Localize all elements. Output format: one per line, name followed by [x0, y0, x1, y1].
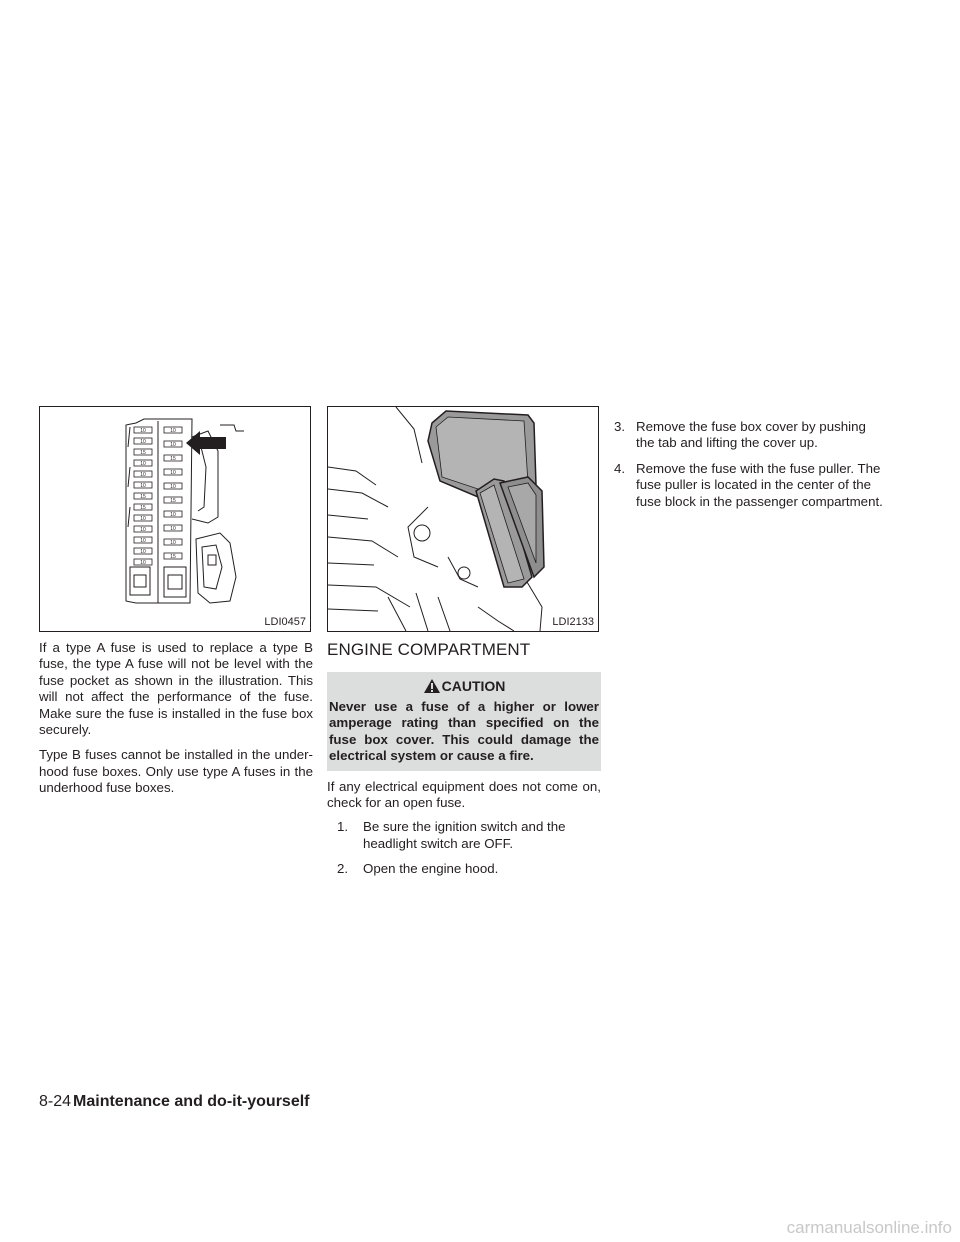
figure-code: LDI2133 — [552, 616, 594, 628]
caution-header — [329, 675, 599, 697]
fuse-label: 10 — [140, 472, 146, 479]
step-number: 3. — [614, 419, 626, 434]
warning-triangle-icon — [423, 678, 441, 694]
fuse-label: 10 — [140, 560, 146, 567]
fuse-label: 15 — [140, 494, 146, 501]
chapter-title: Maintenance and do-it-yourself — [73, 1093, 310, 1110]
fuse-label: 10 — [140, 461, 146, 468]
list-item — [614, 419, 888, 452]
list-item — [327, 819, 601, 852]
page-footer — [39, 1093, 310, 1111]
step-text: Be sure the ignition switch and the headlight switch are OFF. — [363, 819, 566, 851]
fuse-label: 10 — [170, 526, 176, 533]
step-number: 4. — [614, 460, 626, 476]
figure-code: LDI0457 — [264, 616, 306, 628]
paragraph-type-b-fuse: Type B fuses cannot be installed in the under-hood fuse boxes. Only use type A fuses in the underhood fuse boxes. — [39, 747, 313, 796]
fuse-label: 10 — [140, 439, 146, 446]
fuse-label: 10 — [140, 538, 146, 545]
engine-compartment-drawing — [328, 407, 598, 631]
step-list-middle — [327, 819, 601, 877]
step-number: 1. — [337, 819, 349, 835]
caution-text: Never use a fuse of a higher or lower amperage rating than specified on the fuse box cover. This could damage the electrical system or cause a fire. — [329, 699, 599, 764]
fuse-column-right — [164, 427, 182, 560]
step-text: Remove the fuse box cover by pushing the tab and lifting the cover up. — [636, 419, 866, 451]
middle-column — [327, 406, 601, 887]
caution-label: CAUTION — [441, 678, 506, 694]
fuse-label: 10 — [170, 484, 176, 491]
list-item — [327, 861, 601, 877]
step-number: 2. — [337, 861, 349, 877]
fuse-label: 10 — [170, 512, 176, 519]
fuse-label: 10 — [140, 428, 146, 435]
fuse-box-drawing — [40, 407, 310, 631]
fuse-label: 15 — [170, 554, 176, 561]
step-list-right — [614, 419, 888, 510]
fuse-label: 15 — [140, 505, 146, 512]
fuse-label: 15 — [170, 498, 176, 505]
fuse-column-left — [134, 427, 152, 566]
step-text: Open the engine hood. — [363, 861, 499, 877]
caution-box — [327, 672, 601, 771]
fuse-label: 10 — [170, 442, 176, 449]
page-number: 8-24 — [39, 1093, 72, 1110]
watermark: carmanualsonline.info — [786, 1218, 952, 1237]
fuse-label: 10 — [170, 470, 176, 477]
left-column — [39, 406, 313, 797]
section-heading: ENGINE COMPARTMENT — [327, 640, 531, 659]
fuse-label: 10 — [170, 540, 176, 547]
step-text: Remove the fuse with the fuse puller. The fuse puller is located in the center of the fuse block in the passenger compartment. — [636, 460, 883, 509]
fuse-label: 10 — [140, 549, 146, 556]
fuse-label: 10 — [140, 483, 146, 490]
engine-fuse-box-illustration — [327, 406, 599, 632]
fuse-box-illustration — [39, 406, 311, 632]
right-column — [614, 419, 888, 519]
fuse-label: 10 — [170, 428, 176, 435]
paragraph-type-a-fuse: If a type A fuse is used to replace a type B fuse, the type A fuse will not be level with the fuse pocket as shown in the illustration. This will not affect the performance of the fuse. Make sure the fuse is installed in the fuse box securely. — [39, 640, 313, 738]
fuse-label: 10 — [140, 527, 146, 534]
fuse-label: 15 — [140, 450, 146, 457]
paragraph-check-open-fuse: If any electrical equipment does not come on, check for an open fuse. — [327, 778, 601, 811]
fuse-label: 15 — [170, 456, 176, 463]
list-item — [614, 461, 888, 510]
fuse-label: 10 — [140, 516, 146, 523]
